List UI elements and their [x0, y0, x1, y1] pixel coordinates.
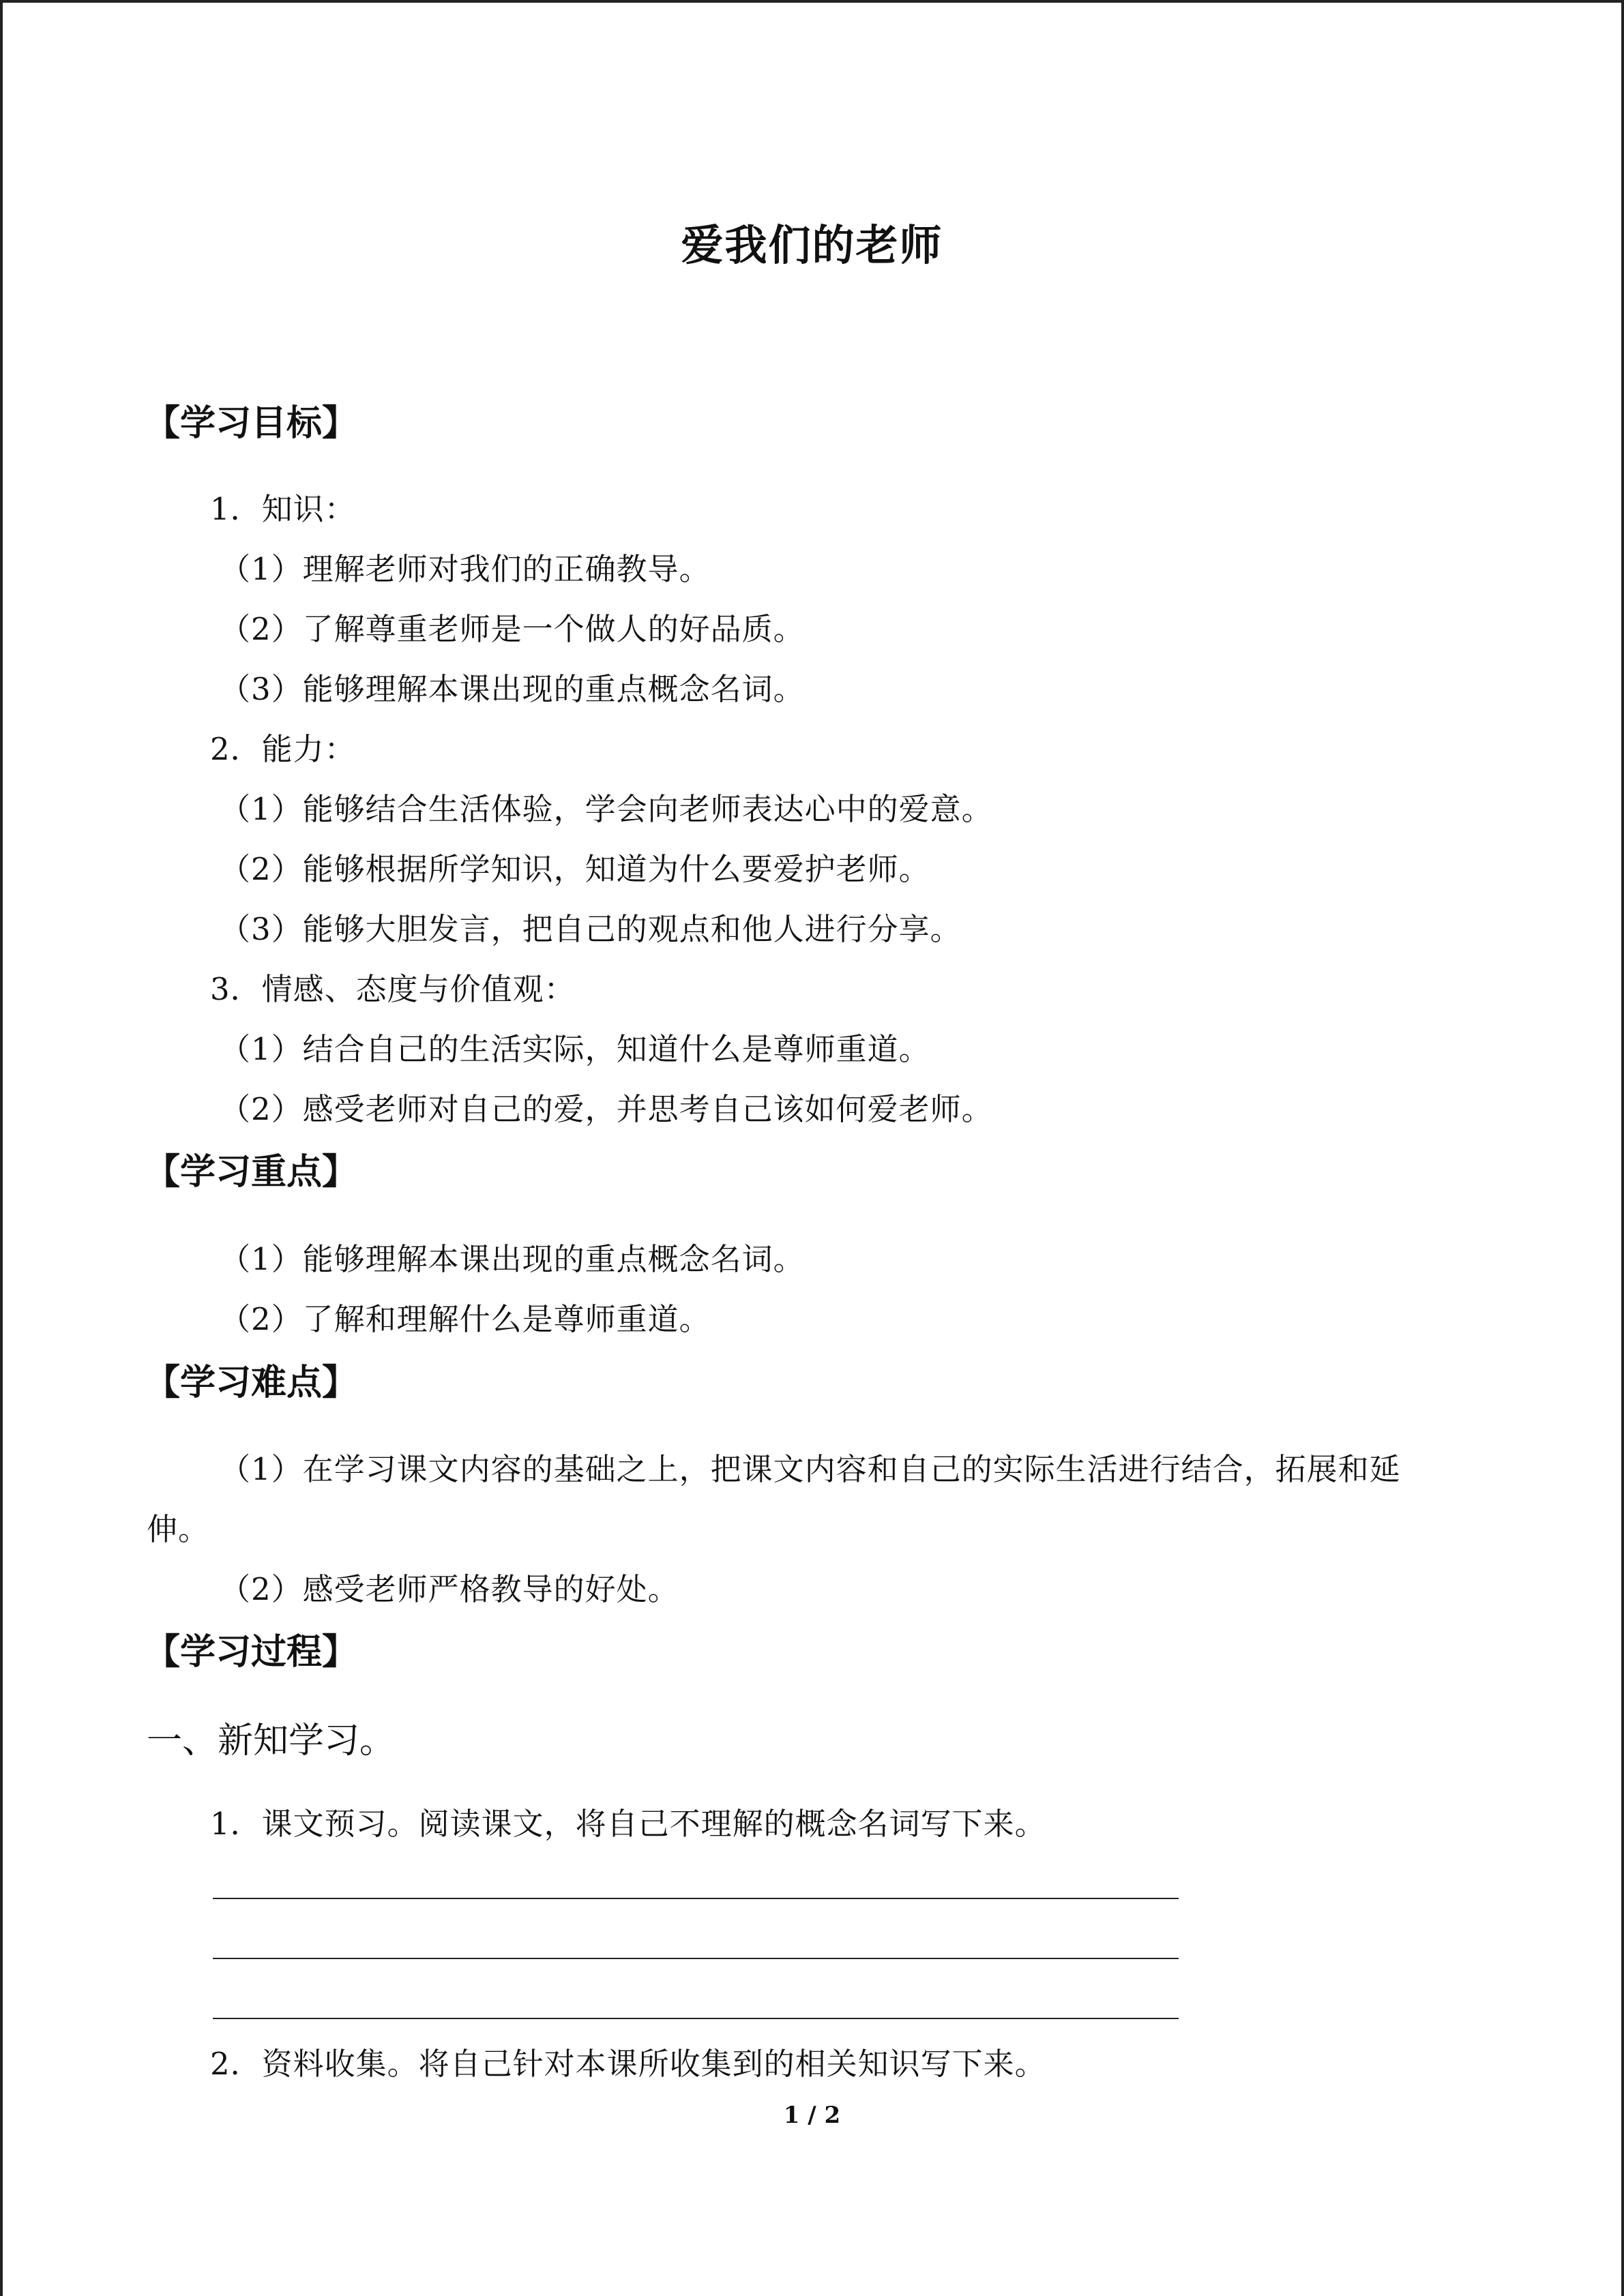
objective-emotion-item: （1）结合自己的生活实际，知道什么是尊师重道。	[220, 1031, 930, 1067]
difficulty-item-continuation: 伸。	[147, 1511, 210, 1547]
section-heading-process: 【学习过程】	[145, 1631, 358, 1673]
objective-knowledge-item: （1）理解老师对我们的正确教导。	[220, 551, 711, 587]
difficulty-item: （1）在学习课文内容的基础之上，把课文内容和自己的实际生活进行结合，拓展和延	[220, 1451, 1401, 1487]
difficulty-item: （2）感受老师严格教导的好处。	[220, 1571, 679, 1607]
section-heading-objectives: 【学习目标】	[145, 402, 358, 444]
objective-emotion-label: 3．情感、态度与价值观：	[210, 971, 576, 1007]
objective-knowledge-item: （3）能够理解本课出现的重点概念名词。	[220, 671, 805, 707]
page-number: 1 / 2	[783, 2102, 841, 2129]
page-title: 爱我们的老师	[681, 220, 943, 270]
process-task: 1．课文预习。阅读课文，将自己不理解的概念名词写下来。	[210, 1806, 1046, 1842]
objective-ability-item: （3）能够大胆发言，把自己的观点和他人进行分享。	[220, 911, 962, 947]
answer-blank-line[interactable]	[213, 2018, 1179, 2019]
objective-ability-item: （1）能够结合生活体验，学会向老师表达心中的爱意。	[220, 791, 993, 827]
objective-knowledge-label: 1．知识：	[210, 491, 356, 527]
section-heading-key-points: 【学习重点】	[145, 1151, 358, 1193]
objective-ability-item: （2）能够根据所学知识，知道为什么要爱护老师。	[220, 851, 930, 887]
objective-emotion-item: （2）感受老师对自己的爱，并思考自己该如何爱老师。	[220, 1091, 993, 1127]
section-heading-difficulties: 【学习难点】	[145, 1362, 358, 1403]
key-point-item: （1）能够理解本课出现的重点概念名词。	[220, 1241, 805, 1277]
process-part-heading: 一、新知学习。	[147, 1720, 396, 1761]
objective-knowledge-item: （2）了解尊重老师是一个做人的好品质。	[220, 611, 805, 647]
process-task: 2．资料收集。将自己针对本课所收集到的相关知识写下来。	[210, 2046, 1046, 2082]
answer-blank-line[interactable]	[213, 1898, 1179, 1899]
objective-ability-label: 2．能力：	[210, 731, 356, 767]
key-point-item: （2）了解和理解什么是尊师重道。	[220, 1301, 711, 1337]
answer-blank-line[interactable]	[213, 1958, 1179, 1959]
